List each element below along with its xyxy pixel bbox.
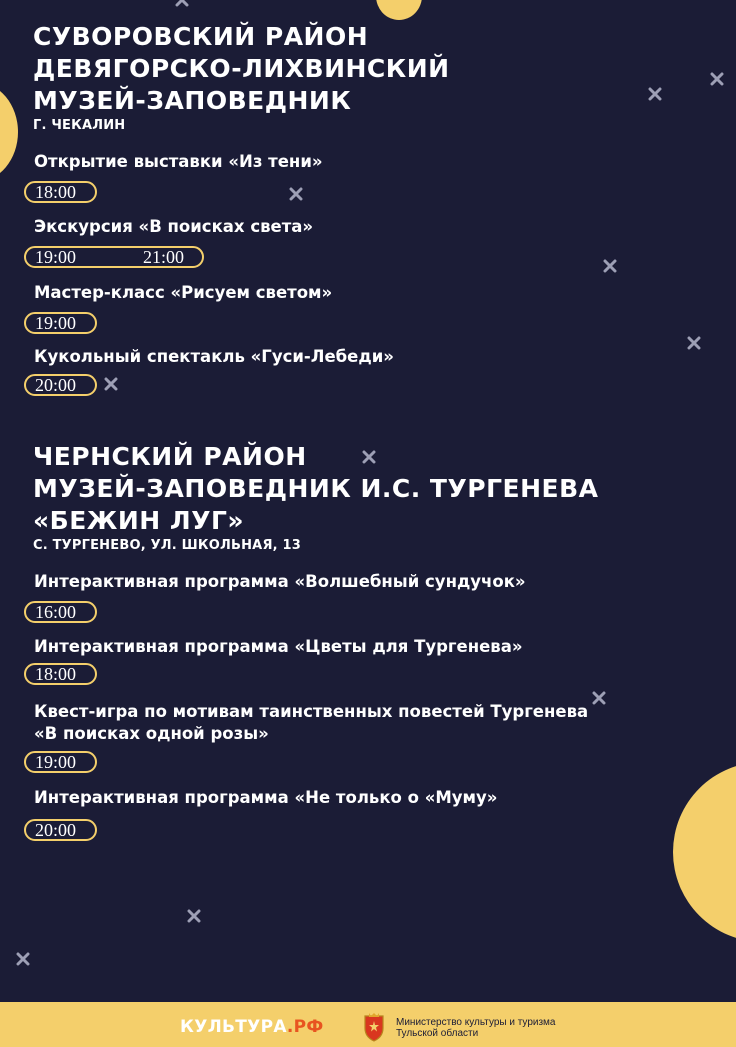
star-icon: [648, 87, 662, 101]
kultura-rf-logo[interactable]: [180, 1017, 324, 1037]
time-value: 19:00: [35, 752, 77, 772]
event-title: Открытие выставки «Из тени»: [34, 152, 323, 171]
section-title-line: ДЕВЯГОРСКО-ЛИХВИНСКИЙ: [33, 54, 450, 83]
decorative-circle-right: [673, 762, 736, 942]
time-value: 19:00: [35, 313, 77, 333]
star-icon: [187, 909, 201, 923]
section-title-line: МУЗЕЙ-ЗАПОВЕДНИК И.С. ТУРГЕНЕВА: [33, 474, 599, 503]
decorative-circle-left: [0, 82, 18, 182]
time-badge: [24, 663, 97, 685]
time-value: 18:00: [35, 664, 77, 684]
time-badge: [24, 819, 97, 841]
time-badge: [24, 312, 97, 334]
logo-text: КУЛЬТУРА: [180, 1017, 287, 1037]
time-value: 20:00: [35, 375, 77, 395]
time-badge: [24, 246, 204, 268]
time-value: 21:00: [143, 247, 185, 267]
ministry-caption: [396, 1017, 556, 1039]
event-title: «В поисках одной розы»: [34, 724, 269, 743]
event-title: Квест-игра по мотивам таинственных повестей Тургенева: [34, 702, 589, 721]
footer-bar: [0, 1002, 736, 1047]
star-icon: [592, 691, 606, 705]
section-title-line: МУЗЕЙ-ЗАПОВЕДНИК: [33, 86, 352, 115]
star-icon: [289, 187, 303, 201]
section-address: Г. ЧЕКАЛИН: [33, 118, 126, 133]
ministry-caption-line: Тульской области: [396, 1028, 479, 1039]
time-value: 16:00: [35, 602, 77, 622]
time-badge: [24, 751, 97, 773]
section-title-line: ЧЕРНСКИЙ РАЙОН: [33, 442, 307, 471]
star-icon: [175, 0, 189, 7]
time-value: 19:00: [35, 247, 77, 267]
event-title: Интерактивная программа «Цветы для Тургенева»: [34, 637, 523, 656]
time-badge: [24, 601, 97, 623]
star-icon: [687, 336, 701, 350]
time-badge: [24, 374, 97, 396]
section-title-line: «БЕЖИН ЛУГ»: [33, 506, 245, 535]
event-title: Интерактивная программа «Не только о «Муму»: [34, 788, 498, 807]
star-icon: [710, 72, 724, 86]
section-address: С. ТУРГЕНЕВО, УЛ. ШКОЛЬНАЯ, 13: [33, 538, 302, 553]
event-title: Экскурсия «В поисках света»: [34, 217, 314, 236]
event-title: Интерактивная программа «Волшебный сундучок»: [34, 572, 526, 591]
event-title: Кукольный спектакль «Гуси-Лебеди»: [34, 347, 394, 366]
star-icon: [16, 952, 30, 966]
decorative-circle-top: [376, 0, 422, 20]
star-icon: [603, 259, 617, 273]
ministry-caption-line: Министерство культуры и туризма: [396, 1017, 556, 1028]
time-value: 20:00: [35, 820, 77, 840]
time-value: 18:00: [35, 182, 77, 202]
event-title: Мастер-класс «Рисуем светом»: [34, 283, 333, 302]
time-badge: [24, 181, 97, 203]
star-icon: [104, 377, 118, 391]
star-icon: [362, 450, 376, 464]
logo-text-suffix: .РФ: [286, 1017, 324, 1037]
tula-coat-of-arms-icon: [362, 1012, 386, 1042]
section-title-line: СУВОРОВСКИЙ РАЙОН: [33, 22, 369, 51]
